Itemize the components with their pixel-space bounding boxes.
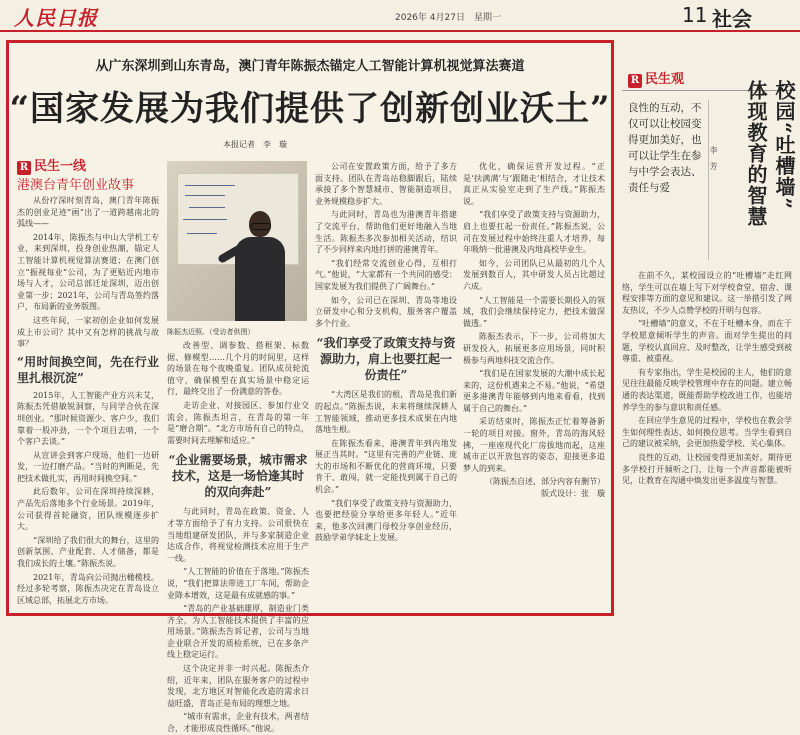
column-tag-label: 民生一线	[34, 159, 87, 174]
col4-footer: （陈振杰自述，部分内容有删节）	[485, 477, 605, 487]
col1-para: 这些年间，一家初创企业如何发展成上市公司？其中又有怎样的挑战与故事？	[17, 315, 159, 349]
page-number: 11	[682, 3, 708, 27]
main-article	[6, 40, 614, 734]
article-col-2	[167, 327, 309, 734]
article-headline: “国家发展为我们提供了创新创业沃土”	[9, 89, 611, 129]
col1-para: 从宣讲会到客户现场，他们一边研发，一边打磨产品。“当时的判断是，先把技术做扎实，再用时间换空间。”	[17, 450, 159, 483]
sidebar-tag	[628, 68, 684, 88]
article-kicker: 从广东深圳到山东青岛，澳门青年陈振杰锚定人工智能计算机视觉算法赛道	[95, 59, 525, 74]
col4-para: 优化，确保运营开发过程。“正是‘扶满满’与‘跟随走’相结合，才让技术真正从实验室走到了生产线。”陈振杰说。	[463, 162, 605, 206]
whiteboard-scribble	[189, 207, 225, 208]
article-col-3	[315, 161, 457, 613]
subhead-3: “我们享受了政策支持与资源助力，肩上也要扛起一份责任”	[316, 336, 456, 383]
col1-para: 2021年，青岛向公司抛出橄榄枝。经过多轮考察，陈振杰决定在青岛设立区域总部，拓展北方市场。	[17, 572, 159, 605]
col4-editor: 版式设计：张 璇	[541, 489, 605, 499]
article-byline: 本报记者 李 璇	[223, 140, 287, 149]
sidebar-para: 良性的互动，让校园变得更加美好。期待更多学校打开倾听之门，让每一个声音都能被听见，让教育在沟通中焕发出更多温度与智慧。	[622, 452, 792, 486]
subhead-1: “用时间换空间，先在行业里扎根沉淀”	[17, 354, 159, 385]
person-glasses	[251, 223, 271, 230]
col4-para: 如今，公司团队已从最初的几个人发展到数百人，其中研发人员占比超过六成。	[463, 258, 605, 291]
col2-para: 这个决定并非一时兴起。陈振杰介绍，近年来，团队在服务客户的过程中发现，北方地区对智能化改造的需求日益旺盛，青岛正是布局的理想之地。	[167, 664, 309, 708]
col4-para: 陈振杰表示，下一步，公司将加大研发投入，拓展更多应用场景，同时积极参与两地科技交流合作。	[463, 332, 605, 365]
whiteboard-scribble	[185, 185, 235, 186]
subhead-2: “企业需要场景，城市需求技术，这是一场恰逢其时的双向奔赴”	[168, 453, 308, 500]
col3-para: 在陈振杰看来，港澳青年到内地发展正当其时。“这里有完善的产业链、庞大的市场和不断优化的营商环境，只要肯干、敢闯，就一定能找到属于自己的机会。”	[315, 438, 457, 495]
newspaper-logo: 人民日报	[14, 6, 98, 30]
col3-para: 如今，公司已在深圳、青岛等地设立研发中心和分支机构，服务客户覆盖多个行业。	[315, 295, 457, 328]
sidebar-para: “吐槽墙”的意义，不在于吐槽本身，而在于学校愿意倾听学生的声音。面对学生提出的问题，学校认真回应、及时整改，让学生感受到被尊重、被重视。	[622, 319, 792, 364]
dateline: 2026年 4月27日 星期一	[395, 13, 501, 23]
sidebar-vertical-divider	[708, 100, 709, 260]
article-col-4	[463, 161, 605, 613]
whiteboard-scribble	[185, 195, 225, 196]
col3-para: 公司在安置政策方面，给予了多方面支持。团队在青岛站稳脚跟后，陆续承接了多个智慧城市、智能制造项目，业务规模稳步扩大。	[315, 162, 457, 206]
col2-para: 走访企业、对接园区、参加行业交流会，陈振杰坦言，在青岛的第一年是“磨合期”。“北方市场有自己的特点，需要时间去理解和适应。”	[167, 400, 309, 445]
col4-para: “我们享受了政策支持与资源助力，肩上也要扛起一份责任。”陈振杰说，公司在发展过程中始终注重人才培养，每年吸纳一批港澳及内地高校毕业生。	[463, 210, 605, 255]
col1-para: 2014年，陈振杰与中山大学机工专业，来到深圳，投身创业热潮，锚定人工智能计算机视觉算法赛道；在澳门创立“振视每业”公司，为了更贴近内地市场与人才，公司总部迁址深圳，迈出创业第一步；2021年，公司与青岛签约落户，布局新的业务版图。	[17, 232, 159, 312]
sidebar-tag-badge-icon: R	[628, 74, 642, 88]
col1-para: 从份疗深时刻青岛，澳门青年陈振杰的创业足迹“画”出了一道跨越南北的弧线——	[17, 196, 159, 229]
sidebar-quote: 良性的互动，不仅可以让校园变得更加美好，也可以让学生在参与中学会表达、责任与爱	[628, 102, 702, 194]
col2-para: “青岛的产业基础雄厚，制造业门类齐全，为人工智能技术提供了丰富的应用场景。”陈振杰告诉记者，公司与当地企业联合开发的质检系统，已在多条产线上稳定运行。	[167, 604, 309, 660]
col3-para: 与此同时，青岛也为港澳青年搭建了交流平台，帮助他们更好地融入当地生活。陈振杰多次参加相关活动，结识了不少同样来内地打拼的港澳青年。	[315, 210, 457, 255]
column-tag-badge-icon: R	[17, 161, 31, 175]
column-tag	[17, 155, 86, 175]
article-photo	[167, 161, 307, 321]
photo-person	[229, 211, 289, 321]
col2-para: 改善型、调参数、搭框架、标数据、修模型……几个月的时间里，这样的场景在每个夜晚重复。团队成员轮流值守，确保模型在真实场景中稳定运行，最终交出了一份满意的答卷。	[167, 341, 309, 397]
vertical-title-line-1: 校园“吐槽墙”	[772, 80, 796, 211]
article-col-1	[17, 195, 159, 613]
sidebar-vertical-title	[734, 80, 796, 260]
col4-para: “人工智能是一个需要长期投入的领域，我们会继续保持定力，把技术做深做透。”	[463, 295, 605, 328]
sidebar-body	[622, 270, 792, 489]
col2-para: “人工智能的价值在于落地。”陈振杰说，“我们把算法带进工厂车间，帮助企业降本增效，这是最有成就感的事。”	[167, 567, 309, 600]
col1-para: 2015年，人工智能产业方兴未艾，陈振杰凭借敏锐洞察，与同学合伙在深圳创业。“那时候资源少、客户少，我们靠着一股冲劲，一个个项目去啃，一个个客户去谈。”	[17, 390, 159, 447]
vertical-title-line-2: 体现教育的智慧	[744, 80, 768, 227]
section-name: 社会	[712, 7, 752, 31]
sidebar-tag-label: 民生观	[645, 72, 685, 87]
col2-para: 与此同时，青岛在政策、资金、人才等方面给予了有力支持。公司很快在当地组建研发团队，并与多家制造企业达成合作，将视觉检测技术应用于生产一线。	[167, 507, 309, 563]
photo-caption: 陈振杰近照。（受访者供图）	[167, 328, 255, 336]
sidebar-para: 在回应学生意见的过程中，学校也在教会学生如何理性表达、如何换位思考。当学生看到自己的建议被采纳，会更加热爱学校、关心集体。	[622, 416, 792, 449]
column-subtitle: 港澳台青年创业故事	[17, 178, 135, 193]
col4-para: 采访结束时，陈振杰正忙着筹备新一轮的项目对接。窗外，青岛的海风轻拂，一座座现代化厂房拔地而起，这座城市正以开放包容的姿态，迎接更多追梦人的到来。	[463, 417, 605, 473]
col1-para: “深圳给了我们很大的舞台，这里的创新氛围、产业配套、人才储备，都是我们成长的土壤。”陈振杰说。	[17, 535, 159, 569]
col2-para: “城市有需求，企业有技术，两者结合，才能形成良性循环。”他说。	[167, 712, 309, 734]
sidebar-para: 有专家指出，学生是校园的主人，他们的意见往往最能反映学校管理中存在的问题。建立畅通的表达渠道，既能帮助学校改进工作，也能培养学生的参与意识和责任感。	[622, 367, 792, 412]
masthead	[0, 0, 800, 32]
col3-para: “大湾区是我们的根，青岛是我们新的起点。”陈振杰说，未来将继续深耕人工智能领域，推动更多技术成果在内地落地生根。	[315, 390, 457, 435]
sidebar-para: 在前不久，某校园设立的“吐槽墙”走红网络，学生可以在墙上写下对学校食堂、宿舍、课程安排等方面的意见和建议。这一举措引发了网友热议，不少人点赞学校的开明与包容。	[622, 271, 792, 315]
col3-para: “我们经常交流创业心得，互相打气。”他说，“大家都有一个共同的感受：国家发展为我们提供了广阔舞台。”	[315, 258, 457, 291]
col1-para: 此后数年，公司在深圳持续深耕，产品先后落地多个行业场景。2019年，公司获得首轮融资，团队规模逐步扩大。	[17, 487, 159, 532]
whiteboard-scribble	[187, 233, 217, 234]
col4-para: “我们是在国家发展的大潮中成长起来的，这份机遇来之不易。”他说，“希望更多港澳青年能够到内地来看看，找到属于自己的舞台。”	[463, 369, 605, 413]
sidebar-author: 李 芳	[709, 146, 718, 170]
whiteboard-scribble	[183, 219, 227, 220]
col3-para: “我们享受了政策支持与资源助力，也要把经验分享给更多年轻人。”近年来，他多次回澳门母校分享创业经历，鼓励学弟学妹北上发展。	[315, 498, 457, 543]
